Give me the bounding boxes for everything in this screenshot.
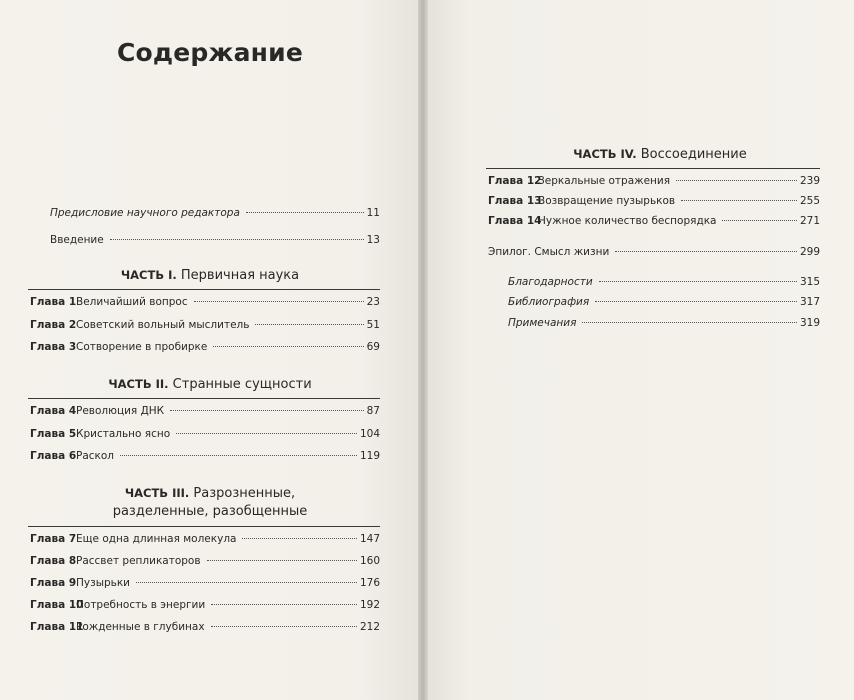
toc-entry-chapter (30, 598, 380, 612)
leader-dots (255, 324, 363, 325)
entry-name: Эпилог. Смысл жизни (488, 246, 610, 258)
chapter-number: Глава 12 (488, 175, 542, 187)
toc-entry-chapter (30, 404, 380, 418)
chapter-number: Глава 11 (30, 621, 84, 633)
chapter-name: Пузырьки (76, 577, 131, 589)
part-title: Странные сущности (172, 377, 312, 392)
toc-entry-chapter (30, 532, 380, 546)
entry-page: 11 (366, 207, 380, 219)
toc-entry-preface (50, 206, 380, 220)
part-title: Разрозненные, (193, 486, 296, 501)
toc-entry-acknowledgements (508, 275, 820, 289)
chapter-page: 147 (359, 533, 380, 545)
leader-dots (722, 220, 796, 221)
chapter-name: Сотворение в пробирке (76, 341, 208, 353)
chapter-name: Зеркальные отражения (538, 175, 671, 187)
chapter-number: Глава 3 (30, 341, 77, 353)
leader-dots (676, 180, 797, 181)
leader-dots (211, 626, 357, 627)
chapter-page: 51 (366, 319, 380, 331)
part-divider (28, 398, 380, 399)
part-title-continued: разделенные, разобщенные (112, 504, 308, 519)
chapter-name: Еще одна длинная молекула (76, 533, 237, 545)
part-divider (28, 526, 380, 527)
toc-entry-chapter (488, 214, 820, 228)
toc-entry-chapter (488, 174, 820, 188)
entry-page: 299 (799, 246, 820, 258)
chapter-name: Советский вольный мыслитель (76, 319, 250, 331)
leader-dots (207, 560, 357, 561)
entry-page: 13 (366, 234, 380, 246)
part-label: ЧАСТЬ II. (108, 377, 169, 391)
chapter-name: Раскол (76, 450, 115, 462)
leader-dots (246, 212, 364, 213)
entry-page: 317 (799, 296, 820, 308)
leader-dots (194, 301, 364, 302)
toc-entry-chapter (488, 194, 820, 208)
part-title: Первичная наука (180, 268, 300, 283)
part-heading-1 (0, 266, 420, 285)
leader-dots (595, 301, 797, 302)
entry-name: Примечания (508, 317, 577, 329)
chapter-name: Возвращение пузырьков (538, 195, 676, 207)
entry-name: Благодарности (508, 276, 593, 288)
chapter-number: Глава 7 (30, 533, 77, 545)
toc-entry-chapter (30, 427, 380, 441)
part-heading-3 (0, 484, 420, 521)
part-heading-4 (500, 145, 820, 164)
chapter-number: Глава 1 (30, 296, 77, 308)
chapter-name: Рассвет репликаторов (76, 555, 201, 567)
toc-entry-chapter (30, 576, 380, 590)
part-divider (28, 289, 380, 290)
leader-dots (211, 604, 357, 605)
toc-entry-notes (508, 316, 820, 330)
part-label: ЧАСТЬ I. (120, 268, 177, 282)
leader-dots (170, 410, 363, 411)
chapter-number: Глава 10 (30, 599, 84, 611)
leader-dots (615, 251, 797, 252)
chapter-name: Рожденные в глубинах (76, 621, 205, 633)
chapter-name: Нужное количество беспорядка (538, 215, 717, 227)
chapter-number: Глава 8 (30, 555, 77, 567)
toc-entry-chapter (30, 295, 380, 309)
chapter-number: Глава 14 (488, 215, 542, 227)
toc-entry-epilogue (488, 245, 820, 259)
leader-dots (176, 433, 357, 434)
toc-entry-chapter (30, 340, 380, 354)
chapter-page: 23 (366, 296, 380, 308)
entry-name: Библиография (508, 296, 590, 308)
entry-name: Предисловие научного редактора (50, 207, 240, 219)
chapter-number: Глава 2 (30, 319, 77, 331)
chapter-page: 87 (366, 405, 380, 417)
toc-entry-bibliography (508, 295, 820, 309)
chapter-page: 212 (359, 621, 380, 633)
leader-dots (599, 281, 797, 282)
chapter-number: Глава 6 (30, 450, 77, 462)
right-page (426, 0, 854, 700)
part-divider (486, 168, 820, 169)
toc-entry-chapter (30, 620, 380, 634)
page-title: Содержание (116, 38, 304, 67)
chapter-name: Революция ДНК (76, 405, 165, 417)
part-title: Воссоединение (640, 147, 747, 162)
toc-entry-chapter (30, 318, 380, 332)
chapter-page: 104 (359, 428, 380, 440)
chapter-page: 192 (359, 599, 380, 611)
entry-page: 319 (799, 317, 820, 329)
leader-dots (213, 346, 363, 347)
chapter-name: Потребность в энергии (76, 599, 206, 611)
chapter-page: 69 (366, 341, 380, 353)
chapter-page: 255 (799, 195, 820, 207)
chapter-number: Глава 9 (30, 577, 77, 589)
entry-page: 315 (799, 276, 820, 288)
leader-dots (582, 322, 797, 323)
chapter-number: Глава 13 (488, 195, 542, 207)
entry-name: Введение (50, 234, 104, 246)
chapter-page: 176 (359, 577, 380, 589)
leader-dots (242, 538, 356, 539)
part-heading-2 (0, 375, 420, 394)
toc-entry-intro (50, 233, 380, 247)
chapter-page: 239 (799, 175, 820, 187)
leader-dots (110, 239, 364, 240)
chapter-name: Величайший вопрос (76, 296, 188, 308)
leader-dots (120, 455, 357, 456)
chapter-number: Глава 5 (30, 428, 77, 440)
chapter-page: 271 (799, 215, 820, 227)
leader-dots (681, 200, 797, 201)
toc-entry-chapter (30, 554, 380, 568)
chapter-page: 160 (359, 555, 380, 567)
chapter-page: 119 (359, 450, 380, 462)
leader-dots (136, 582, 357, 583)
part-label: ЧАСТЬ III. (124, 486, 190, 500)
chapter-number: Глава 4 (30, 405, 77, 417)
part-label: ЧАСТЬ IV. (573, 147, 637, 161)
toc-entry-chapter (30, 449, 380, 463)
book-gutter (418, 0, 428, 700)
chapter-name: Кристально ясно (76, 428, 171, 440)
